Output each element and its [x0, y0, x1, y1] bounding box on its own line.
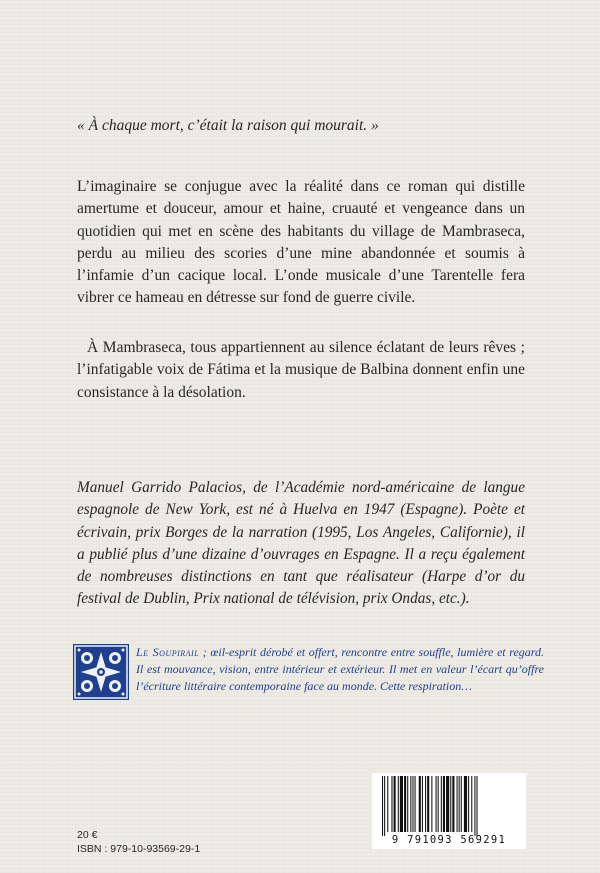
- barcode-bar: [422, 776, 423, 832]
- barcode-bar: [387, 776, 388, 832]
- barcode-bar: [459, 776, 460, 832]
- barcode-bar: [450, 776, 451, 832]
- synopsis-paragraph-2: [77, 337, 525, 404]
- barcode-bar: [419, 776, 421, 832]
- synopsis-paragraph-2-text: À Mambraseca, tous appartiennent au silence éclatant de leurs rêves ; l’infatigable voix de Fátima et la musique de Balbina donnent enfin une consistance à la désolation.: [77, 339, 525, 401]
- barcode-bar: [441, 776, 442, 832]
- barcode-bar: [425, 776, 426, 832]
- barcode-bar: [410, 776, 411, 832]
- barcode-bar: [443, 776, 445, 832]
- barcode-bar: [471, 776, 472, 832]
- barcode-bar: [398, 776, 399, 832]
- barcode-bar: [412, 776, 413, 832]
- barcode-bar: [468, 776, 469, 832]
- author-bio: Manuel Garrido Palacios, de l’Académie nord-américaine de langue espagnole de New York, est né à Huelva en 1947 (Espagne). Poète et écrivain, prix Borges de la narration (1995, Los Angeles, Californie), il a publié plus d’une dizaine d’ouvrages en Espagne. Il a reçu également de nombreuses distinctions en tant que réalisateur (Harpe d’or du festival de Dublin, Prix national de télévision, prix Ondas, etc.).: [77, 479, 525, 608]
- collection-description: [136, 644, 544, 696]
- barcode-bar: [404, 776, 406, 832]
- barcode-bar: [407, 776, 408, 832]
- barcode-bar: [391, 776, 392, 832]
- barcode-bar: [464, 776, 467, 832]
- barcode-bar: [431, 776, 432, 832]
- barcode-bar: [446, 776, 449, 832]
- barcode-bar: [384, 776, 385, 836]
- barcode-bar: [394, 776, 396, 832]
- synopsis-paragraph-1: L’imaginaire se conjugue avec la réalité dans ce roman qui distille amertume et douceur, amour et haine, cruauté et vengeance dans un quotidien qui met en scène des habitants du village de Mambraseca, perdu au milieu des scories d’une mine abandonnée et soumis à l’infamie d’un cacique local. L’onde musicale d’une Tarentelle fera vibrer ce hameau en détresse sur fond de guerre civile.: [77, 178, 525, 307]
- collection-description-text: ; œil-esprit dérobé et offert, rencontre entre souffle, lumière et regard. Il est mouvance, vision, entre intérieur et extérieur. Il met en valeur l’écart qu’offre l’écriture littéraire contemporaine face au monde. Cette respiration…: [136, 645, 544, 694]
- barcode-digits: 9 791093 569291: [391, 834, 507, 846]
- barcode-bar: [477, 776, 478, 836]
- barcode-bar: [382, 776, 383, 836]
- barcode-bar: [415, 776, 416, 832]
- barcode-bar: [438, 776, 439, 832]
- barcode-bar: [452, 776, 454, 832]
- barcode-bar: [400, 776, 403, 832]
- barcode: [372, 773, 526, 849]
- barcode-bar: [457, 776, 458, 832]
- barcode-bar: [461, 776, 462, 832]
- barcode-bar: [474, 776, 475, 836]
- book-quote: « À chaque mort, c’était la raison qui mourait. »: [77, 117, 379, 134]
- collection-name: Le Soupirail: [136, 645, 200, 659]
- isbn: ISBN : 979-10-93569-29-1: [77, 843, 201, 855]
- collection-section: [73, 644, 543, 704]
- barcode-bar: [436, 776, 437, 832]
- barcode-bars: [378, 776, 520, 836]
- barcode-bar: [427, 776, 429, 832]
- tile-pattern-icon: [73, 644, 129, 700]
- price: 20 €: [77, 829, 98, 841]
